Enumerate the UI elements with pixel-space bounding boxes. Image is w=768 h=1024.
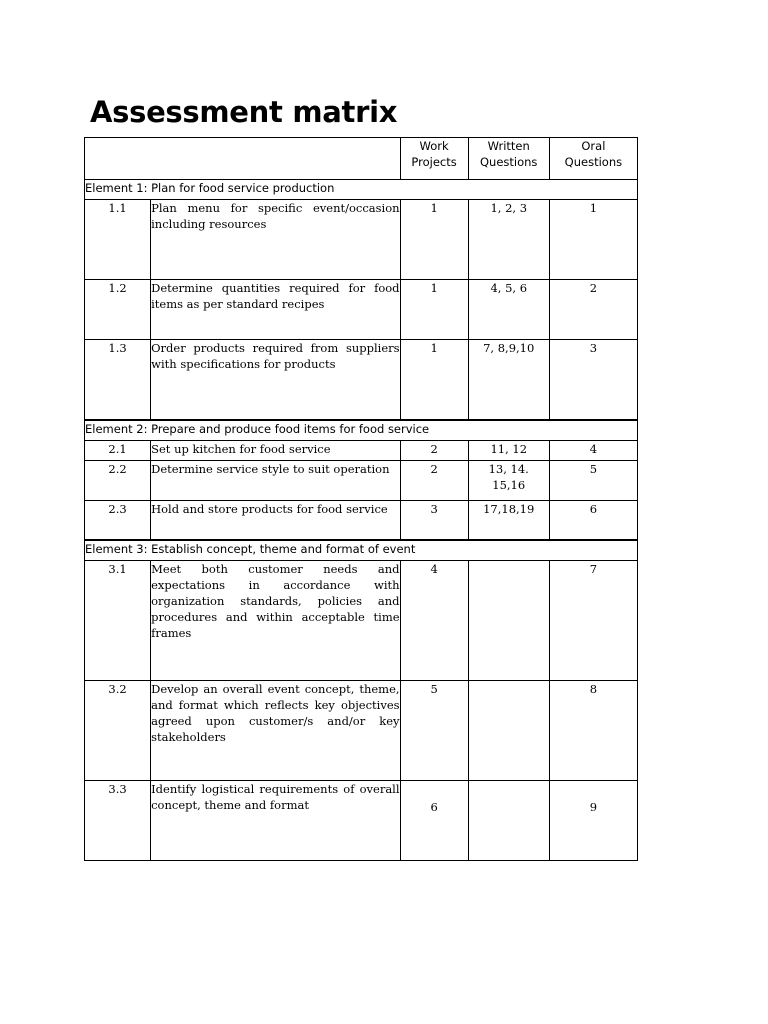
header-oral-line2: Questions [564, 155, 623, 169]
header-written-questions [468, 138, 549, 180]
row-description: Determine quantities required for food items as per standard recipes [151, 280, 400, 340]
element-row [85, 540, 638, 561]
element-title: Element 3: Establish concept, theme and format of event [85, 540, 638, 561]
work-projects-value: 4 [400, 561, 468, 681]
header-work-projects [400, 138, 468, 180]
table-row [85, 200, 638, 280]
row-number: 3.1 [85, 561, 151, 681]
header-work-line1: Work [419, 139, 449, 153]
work-projects-value: 1 [400, 340, 468, 420]
header-written-line2: Questions [480, 155, 538, 169]
table-row [85, 460, 638, 500]
element-title: Element 1: Plan for food service production [85, 180, 638, 200]
row-description: Determine service style to suit operation [151, 460, 400, 500]
written-questions-value: 11, 12 [468, 440, 549, 460]
written-questions-value [468, 561, 549, 681]
written-questions-value [468, 781, 549, 861]
header-oral-line1: Oral [581, 139, 606, 153]
row-description: Develop an overall event concept, theme, and format which reflects key objectives agreed upon customer/s and/or key stakeholders [151, 681, 400, 781]
written-questions-value [468, 681, 549, 781]
row-number: 1.2 [85, 280, 151, 340]
written-questions-value: 4, 5, 6 [468, 280, 549, 340]
oral-questions-value: 6 [549, 500, 637, 540]
table-row [85, 681, 638, 781]
row-number: 3.3 [85, 781, 151, 861]
table-row [85, 561, 638, 681]
oral-questions-value: 9 [549, 781, 637, 861]
element-title: Element 2: Prepare and produce food items for food service [85, 420, 638, 441]
row-number: 2.3 [85, 500, 151, 540]
work-projects-value: 3 [400, 500, 468, 540]
table-row [85, 340, 638, 420]
oral-questions-value: 7 [549, 561, 637, 681]
header-row [85, 138, 638, 180]
row-description: Order products required from suppliers with specifications for products [151, 340, 400, 420]
oral-questions-value: 8 [549, 681, 637, 781]
table-row [85, 280, 638, 340]
page-title: Assessment matrix [90, 95, 398, 129]
header-blank-cell [85, 138, 401, 180]
element-row [85, 180, 638, 200]
row-description: Meet both customer needs and expectations in accordance with organization standards, policies and procedures and within acceptable time frames [151, 561, 400, 681]
row-description: Plan menu for specific event/occasion including resources [151, 200, 400, 280]
work-projects-value: 1 [400, 280, 468, 340]
row-description: Identify logistical requirements of overall concept, theme and format [151, 781, 400, 861]
assessment-matrix-table [84, 137, 638, 861]
work-projects-value: 1 [400, 200, 468, 280]
row-number: 1.1 [85, 200, 151, 280]
oral-questions-value: 3 [549, 340, 637, 420]
oral-questions-value: 2 [549, 280, 637, 340]
oral-questions-value: 4 [549, 440, 637, 460]
table-row [85, 781, 638, 861]
work-projects-value: 6 [400, 781, 468, 861]
row-number: 2.1 [85, 440, 151, 460]
row-number: 3.2 [85, 681, 151, 781]
element-row [85, 420, 638, 441]
written-questions-value: 13, 14. 15,16 [468, 460, 549, 500]
header-work-line2: Projects [411, 155, 457, 169]
written-questions-value: 7, 8,9,10 [468, 340, 549, 420]
oral-questions-value: 5 [549, 460, 637, 500]
row-number: 1.3 [85, 340, 151, 420]
row-description: Hold and store products for food service [151, 500, 400, 540]
work-projects-value: 5 [400, 681, 468, 781]
row-number: 2.2 [85, 460, 151, 500]
header-oral-questions [549, 138, 637, 180]
work-projects-value: 2 [400, 460, 468, 500]
table-row [85, 440, 638, 460]
written-questions-value: 17,18,19 [468, 500, 549, 540]
oral-questions-value: 1 [549, 200, 637, 280]
written-questions-value: 1, 2, 3 [468, 200, 549, 280]
header-written-line1: Written [487, 139, 530, 153]
table-row [85, 500, 638, 540]
row-description: Set up kitchen for food service [151, 440, 400, 460]
work-projects-value: 2 [400, 440, 468, 460]
